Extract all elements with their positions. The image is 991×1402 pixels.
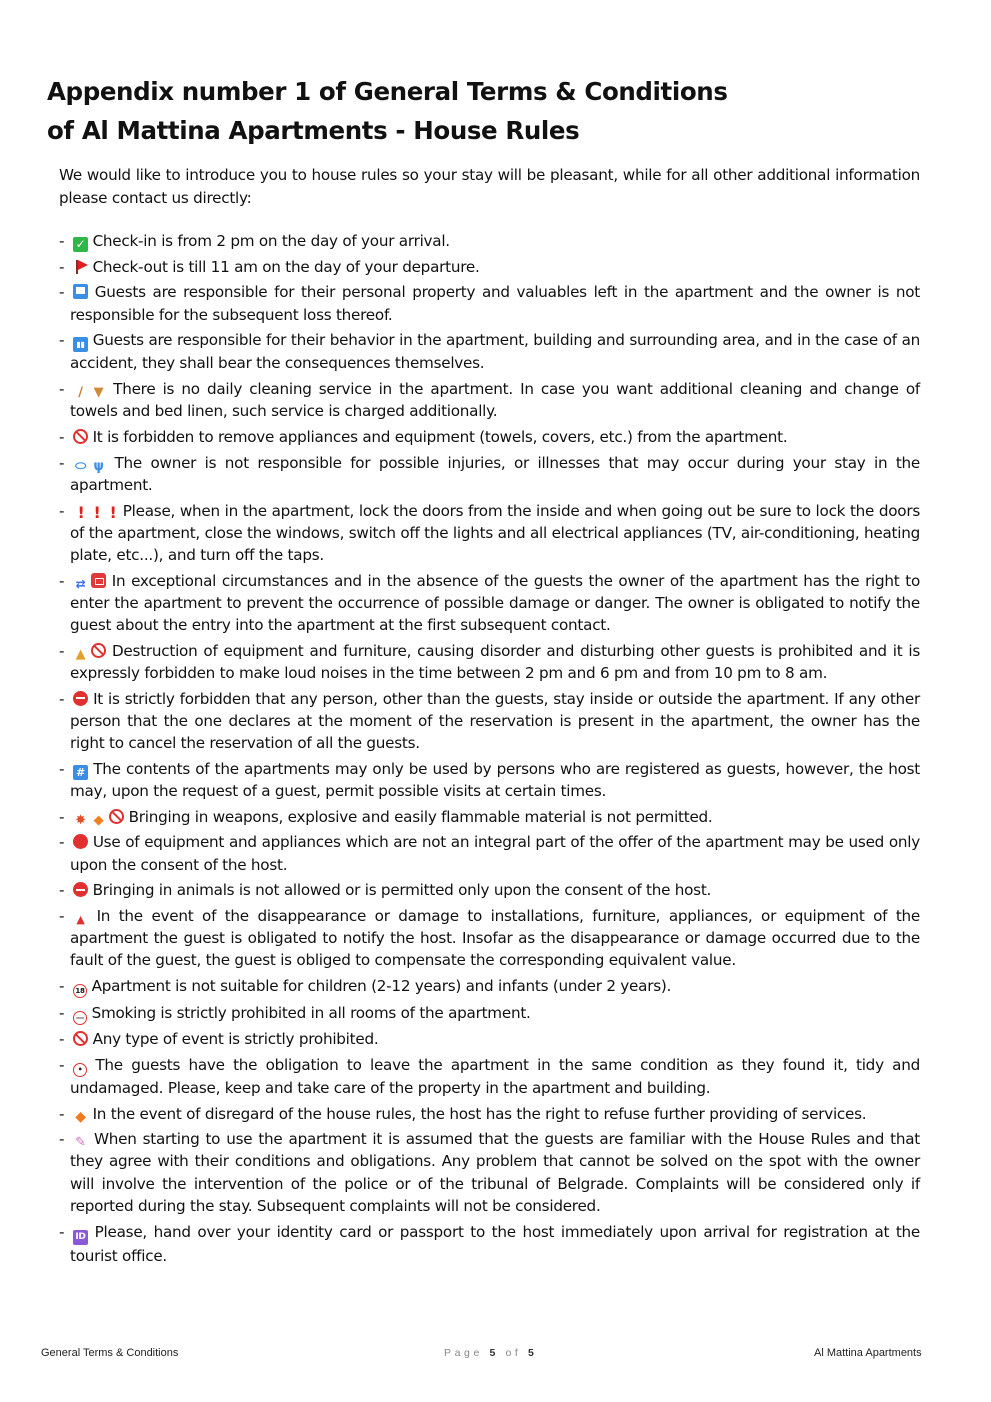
prohibited-icon	[109, 809, 124, 824]
rule-text: It is strictly forbidden that any person, other than the guests, stay inside or outside the apartment. If any other person that the one declares at the moment of the reservation is present in the apartment, the owner has the right to cancel the reservation of all the guests.	[70, 689, 920, 753]
no-littering-icon	[73, 1063, 87, 1077]
rule-text: It is forbidden to remove appliances and equipment (towels, covers, etc.) from the apartment.	[92, 427, 788, 446]
no-under-18-icon	[73, 984, 87, 998]
explosion-icon	[73, 813, 88, 828]
check-icon	[73, 237, 88, 252]
rule-text: There is no daily cleaning service in the apartment. In case you want additional cleaning and change of towels and bed linen, such service is charged additionally.	[70, 380, 921, 421]
rule-dash: -	[59, 833, 65, 852]
rule-item	[59, 1221, 920, 1267]
footer-left-text: General Terms & Conditions	[41, 1347, 179, 1359]
footer-right-text: Al Mattina Apartments	[814, 1347, 922, 1359]
orange-diamond-icon	[73, 1110, 88, 1125]
rule-dash: -	[59, 283, 65, 302]
briefcase-icon	[91, 573, 106, 588]
title-line-2: of Al Mattina Apartments - House Rules	[47, 116, 580, 145]
rule-text: Bringing in weapons, explosive and easily flammable material is not permitted.	[128, 807, 713, 826]
no-bell-icon	[73, 647, 88, 662]
rule-item	[59, 452, 920, 496]
rule-text: The contents of the apartments may only be used by persons who are registered as guests, however, the host may, upon the request of a guest, permit possible visits at certain times.	[70, 759, 920, 800]
rule-text: Check-in is from 2 pm on the day of your arrival.	[92, 232, 450, 250]
locker-icon	[73, 284, 88, 299]
rule-dash: -	[59, 1222, 65, 1241]
rule-text: Guests are responsible for their personal property and valuables left in the apartment and the owner is not responsible for the subsequent loss thereof.	[70, 283, 921, 324]
rule-dash: -	[59, 1055, 65, 1074]
rule-item	[59, 975, 920, 998]
rule-item	[59, 1054, 920, 1099]
rule-dash: -	[59, 571, 65, 590]
restroom-icon	[73, 337, 88, 352]
rule-dash: -	[59, 1030, 65, 1049]
rule-dash: -	[59, 881, 65, 900]
rule-item	[59, 256, 920, 278]
rule-text: Destruction of equipment and furniture, causing disorder and disturbing other guests is prohibited and it is expressly forbidden to make loud noises in the time between 2 pm and 6 pm and from 10 pm to 8 am.	[70, 641, 921, 682]
rule-item	[59, 230, 920, 252]
footer-page-of: of	[505, 1347, 522, 1359]
rule-item	[59, 378, 920, 422]
rule-dash: -	[59, 232, 65, 250]
id-icon	[73, 1230, 88, 1245]
prohibited-icon	[73, 1031, 88, 1046]
rule-text: Any type of event is strictly prohibited.	[92, 1030, 379, 1049]
title-line-1: Appendix number 1 of General Terms & Conditions	[47, 77, 728, 106]
rule-item	[59, 879, 920, 901]
rule-dash: -	[59, 501, 65, 520]
rule-text: Please, when in the apartment, lock the doors from the inside and when going out be sure to lock the doors of the apartment, close the windows, switch off the lights and all electrical appliances (TV, air-conditioning, heating plate, etc...), and turn off the taps.	[70, 501, 921, 564]
rule-text: Apartment is not suitable for children (2-12 years) and infants (under 2 years).	[91, 977, 672, 996]
rule-item	[59, 281, 920, 325]
footer-page-word: Page	[444, 1347, 483, 1359]
exclamation-icon	[108, 505, 118, 520]
rule-item	[59, 806, 920, 828]
rule-dash: -	[59, 807, 65, 826]
exclamation-icon	[76, 505, 86, 520]
prohibited-icon	[91, 643, 106, 658]
document-title	[47, 72, 927, 150]
rule-item	[59, 758, 920, 802]
rule-item	[59, 640, 920, 684]
rule-dash: -	[59, 977, 65, 996]
rule-dash: -	[59, 1130, 65, 1149]
rule-text: Please, hand over your identity card or passport to the host immediately upon arrival for registration at the tourist office.	[70, 1222, 921, 1265]
rule-dash: -	[59, 1104, 65, 1123]
rule-dash: -	[59, 689, 65, 708]
intro-paragraph: We would like to introduce you to house rules so your stay will be pleasant, while for all other additional information please contact us directly:	[59, 166, 920, 207]
red-triangle-icon	[73, 912, 88, 927]
stethoscope-icon	[91, 459, 106, 474]
rule-item	[59, 1002, 920, 1025]
footer-page-total: 5	[527, 1347, 538, 1359]
exclamation-icon	[92, 505, 102, 520]
basket-icon	[91, 385, 106, 400]
rule-item	[59, 1028, 920, 1050]
rule-text: The owner is not responsible for possible injuries, or illnesses that may occur during your stay in the apartment.	[70, 453, 921, 494]
fire-icon	[91, 813, 106, 828]
rule-text: Smoking is strictly prohibited in all rooms of the apartment.	[91, 1003, 531, 1022]
rule-dash: -	[59, 453, 65, 472]
rule-item	[59, 329, 920, 374]
rule-text: In exceptional circumstances and in the absence of the guests the owner of the apartment has the right to enter the apartment to prevent the occurrence of possible damage or danger. The owner is obligated to notify the guest about the entry into the apartment at the first subsequent contact.	[70, 571, 920, 635]
rule-dash: -	[59, 1003, 65, 1022]
flag-icon	[73, 259, 88, 274]
rule-item	[59, 1103, 920, 1125]
rule-dash: -	[59, 331, 65, 350]
rule-text: Guests are responsible for their behavior in the apartment, building and surrounding area, and in the case of an accident, they shall bear the consequences themselves.	[70, 331, 920, 373]
prohibited-icon	[73, 429, 88, 444]
house-rules-list	[59, 230, 920, 1270]
rule-dash: -	[59, 257, 65, 276]
rule-dash: -	[59, 427, 65, 446]
arrows-icon	[73, 577, 88, 592]
memo-icon	[73, 1135, 88, 1150]
pill-icon	[73, 459, 88, 474]
rule-text: The guests have the obligation to leave the apartment in the same condition as they found it, tidy and undamaged. Please, keep and take care of the property in the apartment and building.	[70, 1055, 920, 1097]
rule-dash: -	[59, 380, 65, 399]
rule-item	[59, 831, 920, 875]
rule-item	[59, 688, 920, 755]
rule-text: In the event of the disappearance or damage to installations, furniture, appliances, or equipment of the apartment the guest is obligated to notify the host. Insofar as the disappearance or damage occurred due to the fault of the guest, the guest is obliged to compensate the corresponding equivalent value.	[70, 906, 920, 970]
rule-dash: -	[59, 759, 65, 778]
rule-item	[59, 426, 920, 448]
footer-page-number	[444, 1347, 537, 1359]
rule-item	[59, 1128, 920, 1217]
rule-item	[59, 500, 920, 567]
rule-text: Use of equipment and appliances which are not an integral part of the offer of the apartment may be used only upon the consent of the host.	[70, 833, 921, 874]
rule-dash: -	[59, 906, 65, 925]
rule-dash: -	[59, 641, 65, 660]
no-entry-icon	[73, 691, 88, 706]
rule-text: When starting to use the apartment it is assumed that the guests are familiar with the House Rules and that they agree with their conditions and obligations. Any problem that cannot be solved on the spot with the owner will involve the intervention of the police or of the tribunal of Belgrade. Complaints will be considered only if reported during the stay. Subsequent complaints will not be considered.	[70, 1130, 920, 1215]
rule-text: Bringing in animals is not allowed or is permitted only upon the consent of the host.	[92, 881, 712, 900]
no-entry-icon	[73, 882, 88, 897]
rule-text: Check-out is till 11 am on the day of your departure.	[92, 257, 480, 276]
red-circle-icon	[73, 834, 88, 849]
keycap-icon	[73, 765, 88, 780]
rule-item	[59, 570, 920, 637]
rule-text: In the event of disregard of the house rules, the host has the right to refuse further providing of services.	[92, 1104, 867, 1123]
no-smoking-icon	[73, 1011, 87, 1025]
broom-icon	[73, 385, 88, 400]
footer-page-current: 5	[489, 1347, 499, 1359]
rule-item	[59, 905, 920, 972]
